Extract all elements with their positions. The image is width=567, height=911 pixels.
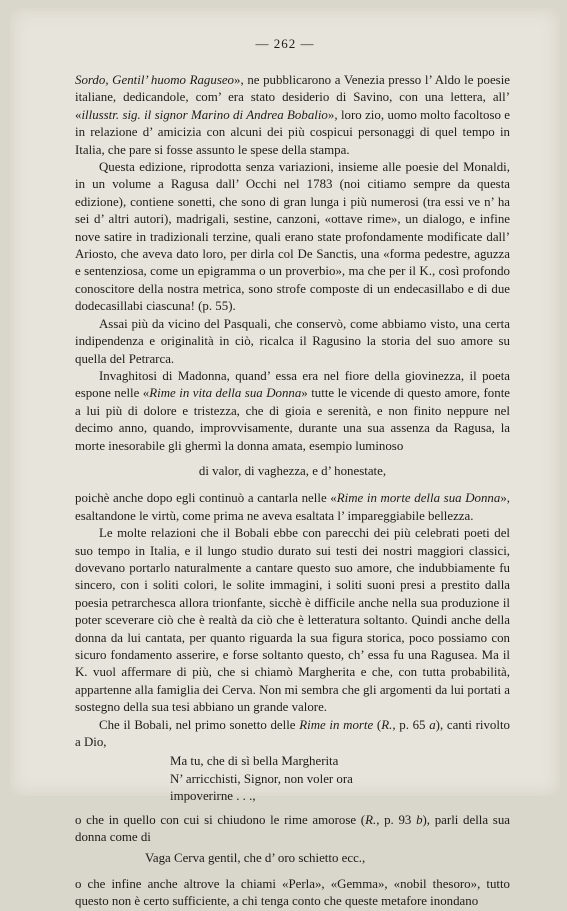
italic-text: Sordo, Gentil’ huomo Raguseo: [75, 73, 235, 87]
verse-quotation-1: Ma tu, che di sì bella Margherita N’ arricchisti, Signor, non voler ora impoverirne . . .,: [170, 754, 353, 804]
verse-quotation-2: Vaga Cerva gentil, che d’ oro schietto ecc.,: [145, 851, 366, 866]
paragraph-4: Invaghitosi di Madonna, quand’ essa era nel fiore della giovinezza, il poeta espone nelle «Rime in vita della sua Donna» tutte le vicende di questo amore, fonte a lui più di dolore e tristezza, che di gioia e serenità, e non finito neppure nel decimo anno, quando, improvvisamente, durante una sua assenza da Ragusa, la morte inesorabile gli ghermì la donna amata, esempio luminoso: [75, 368, 511, 453]
book-page: [10, 8, 560, 909]
italic-text: illusstr. sig. il signor Marino di Andrea Bobalio: [81, 107, 328, 122]
paragraph-7: Che il Bobali, nel primo sonetto delle Rime in morte (R., p. 65 a), canti rivolto a Dio,: [75, 717, 510, 750]
italic-text: Rime in vita della sua Donna: [149, 386, 302, 401]
paragraph-9: o che infine anche altrove la chiami «Perla», «Gemma», «nobil thesoro», tutto questo non è certo sufficiente, a chi tenga conto che queste metafore inondano: [75, 876, 510, 909]
paragraph-8: o che in quello con cui si chiudono le rime amorose (R., p. 93 b), parli della sua donna come di: [75, 812, 510, 845]
italic-text: Rime in morte della sua Donna: [336, 491, 501, 506]
paragraph-1: Sordo, Gentil’ huomo Raguseo», ne pubblicarono a Venezia presso l’ Aldo le poesie italiane, dedicandole, com’ era stato desiderio di Savino, con una lettera, all’ «illusstr. sig. il signor Marino di Andrea Bobalio», loro zio, uomo molto facoltoso e in relazione d’ amicizia con alcuni dei più cospicui personaggi di quel tempo in Italia, che pare si fosse assunto le spese della stampa.: [75, 73, 511, 157]
page-number: — 262 —: [255, 36, 315, 51]
body-text: [75, 72, 510, 911]
paragraph-6: Le molte relazioni che il Bobali ebbe con parecchi dei più celebrati poeti del suo tempo in Italia, e il lungo studio durato sui testi dei nostri maggiori classici, dovevano portarlo naturalmente a cantare questo suo amore, che indubbiamente fu sincero, con i soliti colori, le solite immagini, i soliti suoni presi a prestito dalla poesia petrarchesca allora trionfante, sicchè è difficile anche nella sua produzione il poter sceverare ciò che è realtà da ciò che è letteratura soltanto. Quindi anche della donna da lui cantata, per quanto riguarda la sua figura storica, poco possiamo con sicuro fondamento asserire, e forse soltanto questo, ch’ essa fu una Ragusea. Ma il K. vuol affermare di più, che si chiamò Margherita e che, con tutta probabilità, appartenne alla famiglia dei Cerva. Non mi sembra che gli argomenti da lui portati a sostegno della sua tesi abbiano un grande valore.: [75, 526, 510, 715]
paragraph-5: poichè anche dopo egli continuò a cantarla nelle «Rime in morte della sua Donna», esaltandone le virtù, come prima ne aveva esaltata l’ impareggiabile bellezza.: [75, 491, 510, 523]
paragraph-3: Assai più da vicino del Pasquali, che conservò, come abbiamo visto, una certa indipendenza e originalità in ciò, ricalca il Ragusino la storia del suo amore su quella del Petrarca.: [75, 316, 510, 366]
quoted-verse: di valor, di vaghezza, e d’ honestate,: [198, 463, 387, 478]
paragraph-2: Questa edizione, riprodotta senza variazioni, insieme alle poesie del Monaldi, in un volume a Ragusa dall’ Occhi nel 1783 (noi citiamo sempre da questa edizione), contiene sonetti, che sono di gran lunga i più numerosi (tra essi ve n’ ha sei d’ altri autori), madrigali, sestine, canzoni, «ottave rime», un dialogo, e infine nove satire in tradizionali terzine, quali erano state profondamente modificate dall’ Ariosto, che aveva dato loro, per dirla col De Sanctis, una «forma pedestre, aguzza e sentenziosa, come un epigramma o un proverbio», ma che per il K., così profondo conoscitore della nostra metrica, sono strofe composte di un endecasillabo e di due dodecasillabi ciascuna! (p. 55).: [75, 160, 510, 314]
